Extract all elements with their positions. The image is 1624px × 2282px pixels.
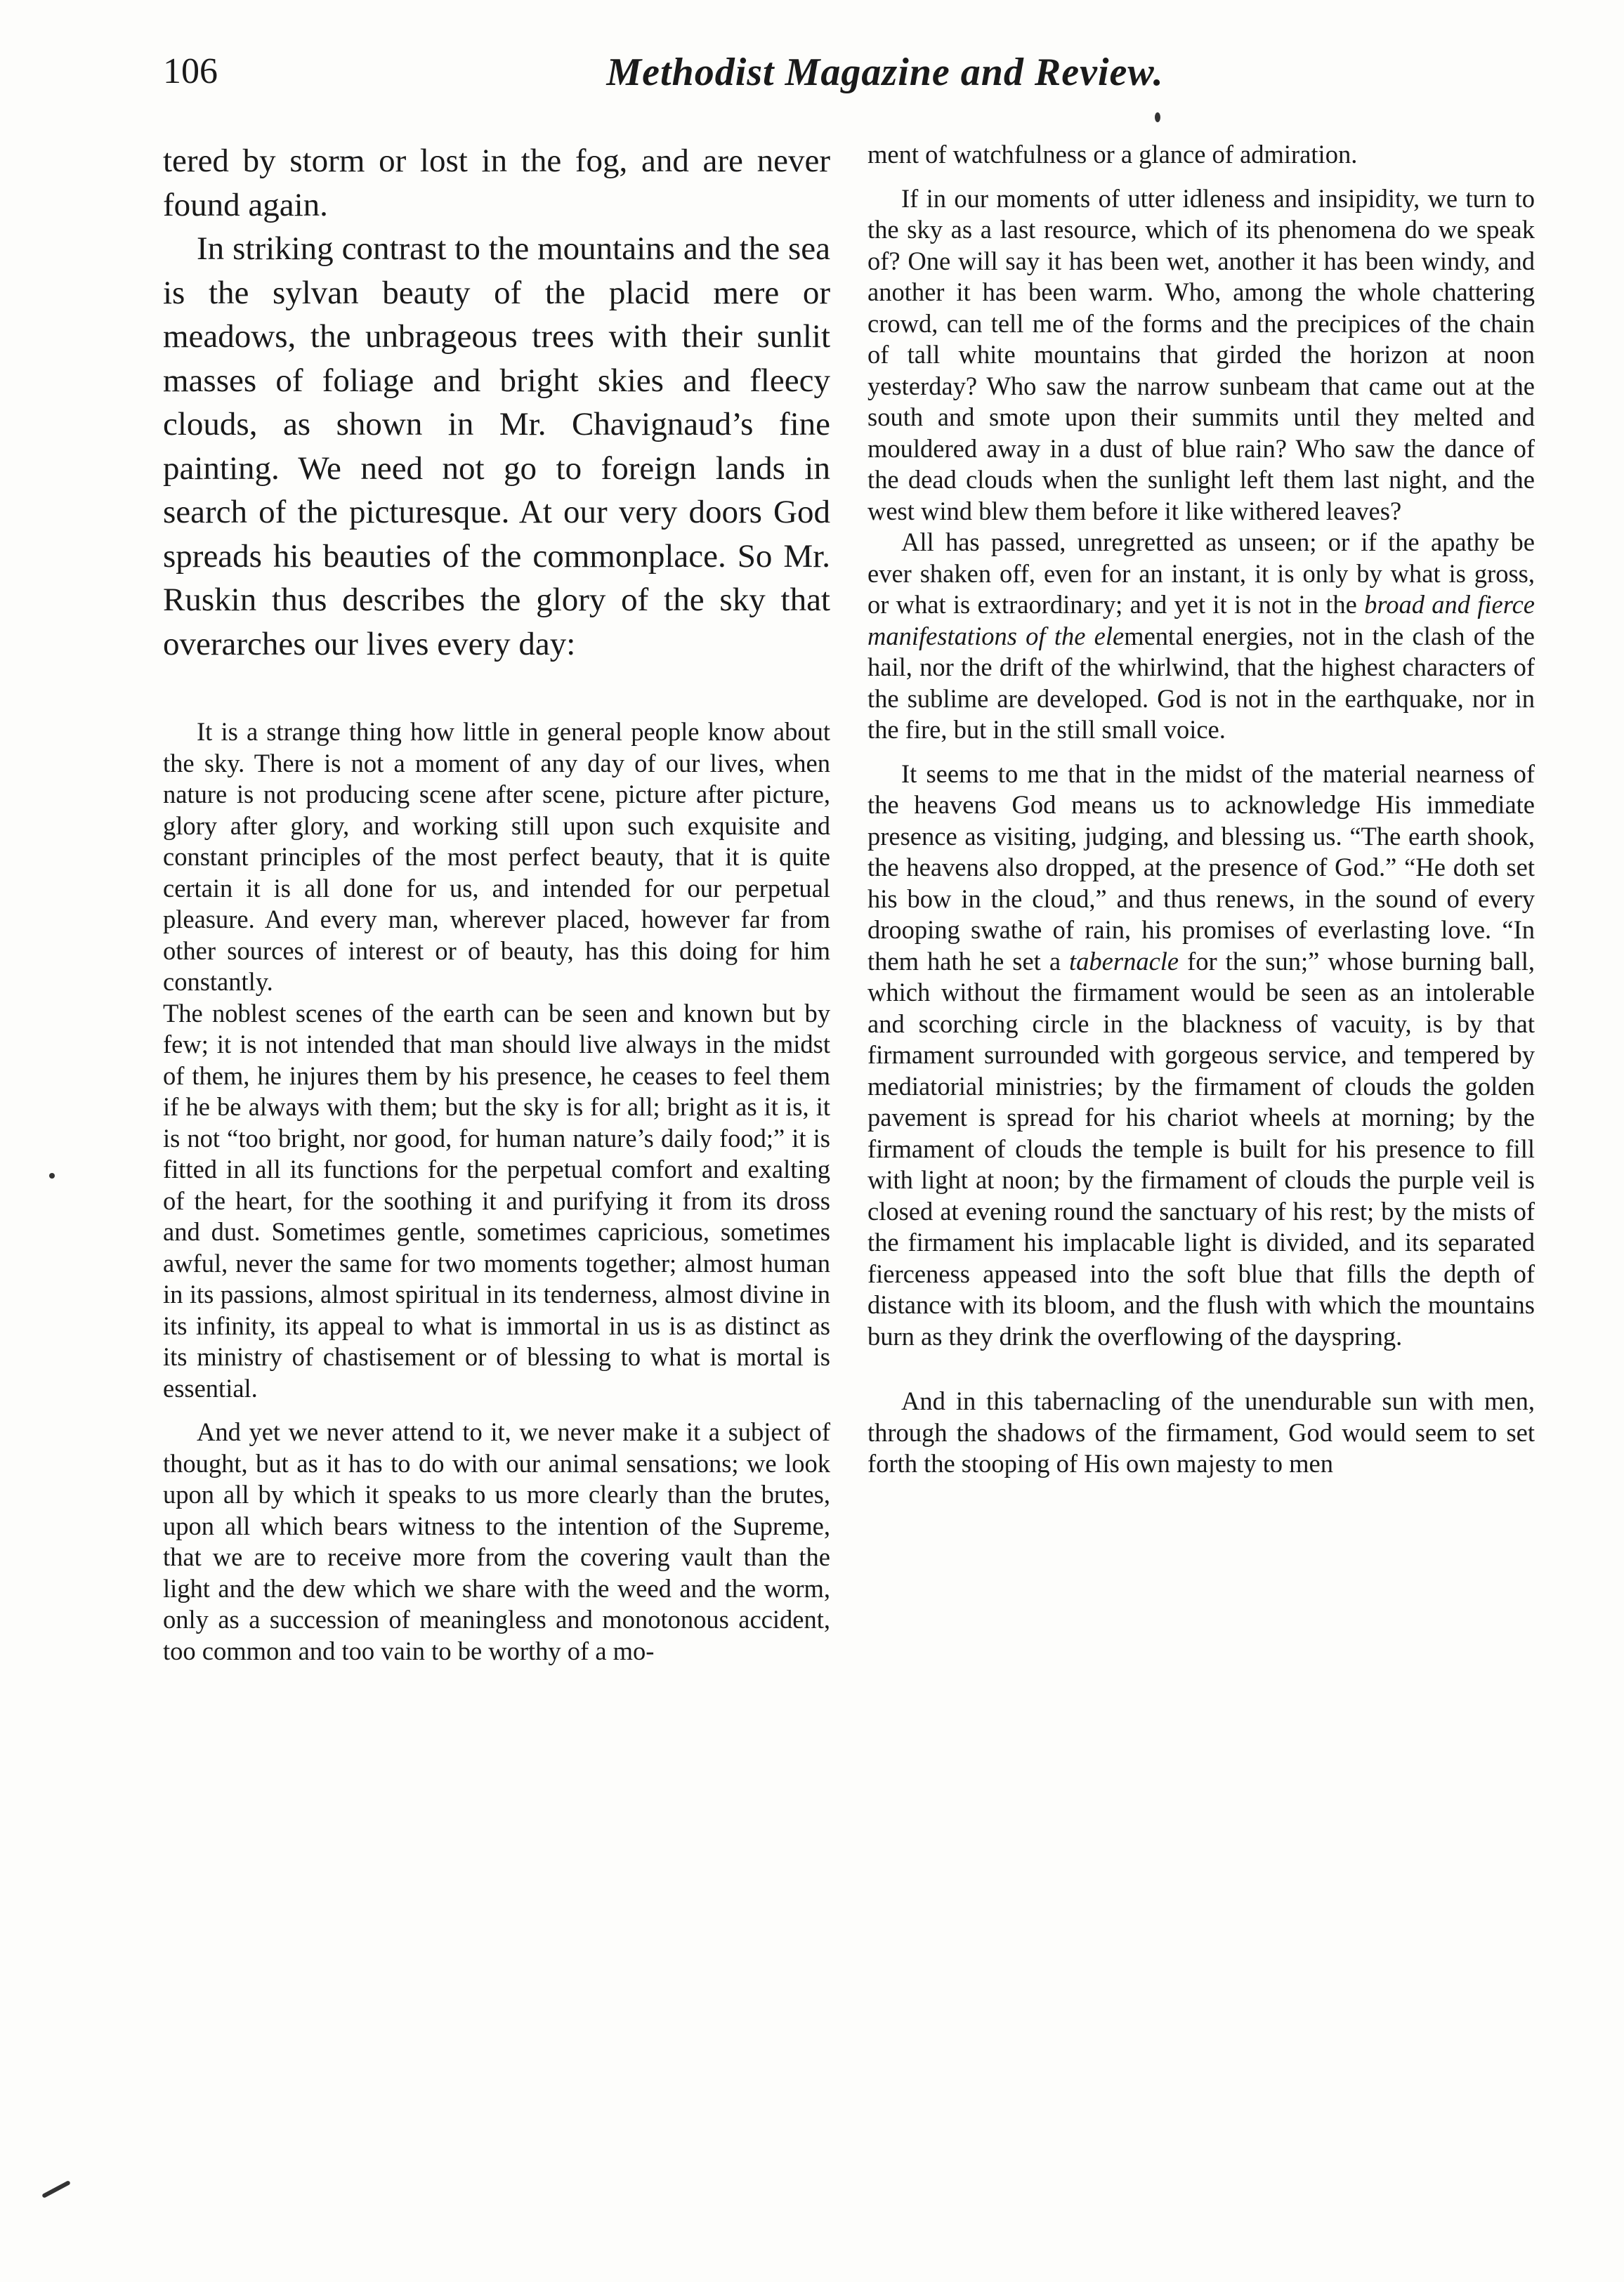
quote-paragraph-all-has-passed [867, 527, 1535, 746]
left-column [163, 139, 830, 1667]
right-column [867, 139, 1535, 1480]
italic-run: broad and fierce manifestations of the ele [867, 590, 1535, 650]
quote-paragraph-continued: ment of watchfulness or a glance of admiration. [867, 140, 1358, 169]
italic-run: tabernacle [1069, 946, 1179, 976]
ink-speck [1155, 112, 1160, 122]
text-run: All has passed, unregretted as unseen; or if the apathy be ever shaken off, even for an instant, it is only by what is gross, or what is extraordinary; and yet it is not in the [867, 527, 1535, 619]
running-title: Methodist Magazine and Review. [606, 51, 1164, 94]
paragraph-material-nearness [867, 759, 1535, 1353]
quote-paragraph-never-attend: And yet we never attend to it, we never make it a subject of thought, but as it has to do with our animal sensations; we look upon all by which it speaks to us more clearly than the brutes, upon all which bears witness to the intention of the Supreme, that we are to receive more from the covering vault than the light and the dew which we share with the weed and the worm, only as a succession of meaningless and monotonous accident, too common and too vain to be worthy of a mo- [163, 1417, 830, 1665]
paragraph-sylvan-beauty: In striking contrast to the mountains and the sea is the sylvan beauty of the placid mere or meadows, the unbrageous trees with their sunlit masses of foliage and bright skies and fleecy clouds, as shown in Mr. Chavignaud’s fine painting. We need not go to foreign lands in search of the picturesque. At our very doors God spreads his beauties of the commonplace. So Mr. Ruskin thus describes the glory of the sky that overarches our lives every day: [163, 230, 830, 662]
text-run: It seems to me that in the midst of the material nearness of the heavens God means us to acknowledge His immediate presence as visiting, judging, and blessing us. “The earth shook, the heavens also dropped, at the presence of God.” “He doth set his bow in the cloud,” and thus renews, in the sound of every drooping swathe of rain, his promises of everlasting love. “In them hath he set a [867, 759, 1535, 976]
text-run: mental energies, not in the clash of the hail, nor the drift of the whirlwind, that the highest characters of the sublime are developed. God is not in the earthquake, nor in the fire, but in the still small voice. [867, 621, 1535, 744]
page-number: 106 [163, 51, 218, 91]
ink-speck [49, 1173, 55, 1179]
paragraph-continued: tered by storm or lost in the fog, and are never found again. [163, 143, 830, 223]
text-run: for the sun;” whose burning ball, which without the firmament would be seen as an intolerable and scorching circle in the blackness of vacuity, is by that firmament surrounded with gorgeous service, and tempered by mediatorial ministries; by the firmament of clouds the golden pavement is spread for his chariot wheels at morning; by the firmament of clouds the temple is built for his presence to fill with light at noon; by the firmament of clouds the purple veil is closed at evening round the sanctuary of his rest; by the mists of the firmament his implacable light is divided, and its separated fierceness appeased into the soft blue that fills the depth of distance with its bloom, and the flush with which the mountains burn as they drink the overflowing of the dayspring. [867, 946, 1535, 1351]
quote-paragraph-idleness: If in our moments of utter idleness and insipidity, we turn to the sky as a last resource, which of its phenomena do we speak of? One will say it has been wet, another it has been windy, and another it has been warm. Who, among the whole chattering crowd, can tell me of the forms and the precipices of the chain of tall white mountains that girded the horizon at noon yesterday? Who saw the narrow sunbeam that came out at the south and smote upon their summits until they melted and mouldered away in a dust of blue rain? Who saw the dance of the dead clouds when the sunlight left them last night, and the west wind blew them before it like withered leaves? [867, 183, 1535, 525]
paragraph-tabernacling: And in this tabernacling of the unendurable sun with men, through the shadows of the firmament, God would seem to set forth the stooping of His own majesty to men [867, 1386, 1535, 1478]
quote-paragraph-sky: It is a strange thing how little in general people know about the sky. There is not a moment of any day of our lives, when nature is not producing scene after scene, picture after picture, glory after glory, and working still upon such exquisite and constant principles of the most perfect beauty, that it is quite certain it is all done for us, and intended for our perpetual pleasure. And every man, wherever placed, however far from other sources of interest or of beauty, has this doing for him constantly. [163, 717, 830, 996]
ink-scratch [41, 2180, 71, 2198]
quote-paragraph-noblest-scenes: The noblest scenes of the earth can be seen and known but by few; it is not intended that man should live always in the midst of them, he injures them by his presence, he ceases to feel them if he be always with them; but the sky is for all; bright as it is, it is not “too bright, nor good, for human nature’s daily food;” it is fitted in all its functions for the perpetual comfort and exalting of the heart, for the soothing it and purifying it from its dross and dust. Sometimes gentle, sometimes capricious, sometimes awful, never the same for two moments together; almost human in its passions, almost spiritual in its tenderness, almost divine in its infinity, its appeal to what is immortal in us is as distinct as its ministry of chastisement or of blessing to what is mortal is essential. [163, 998, 830, 1403]
